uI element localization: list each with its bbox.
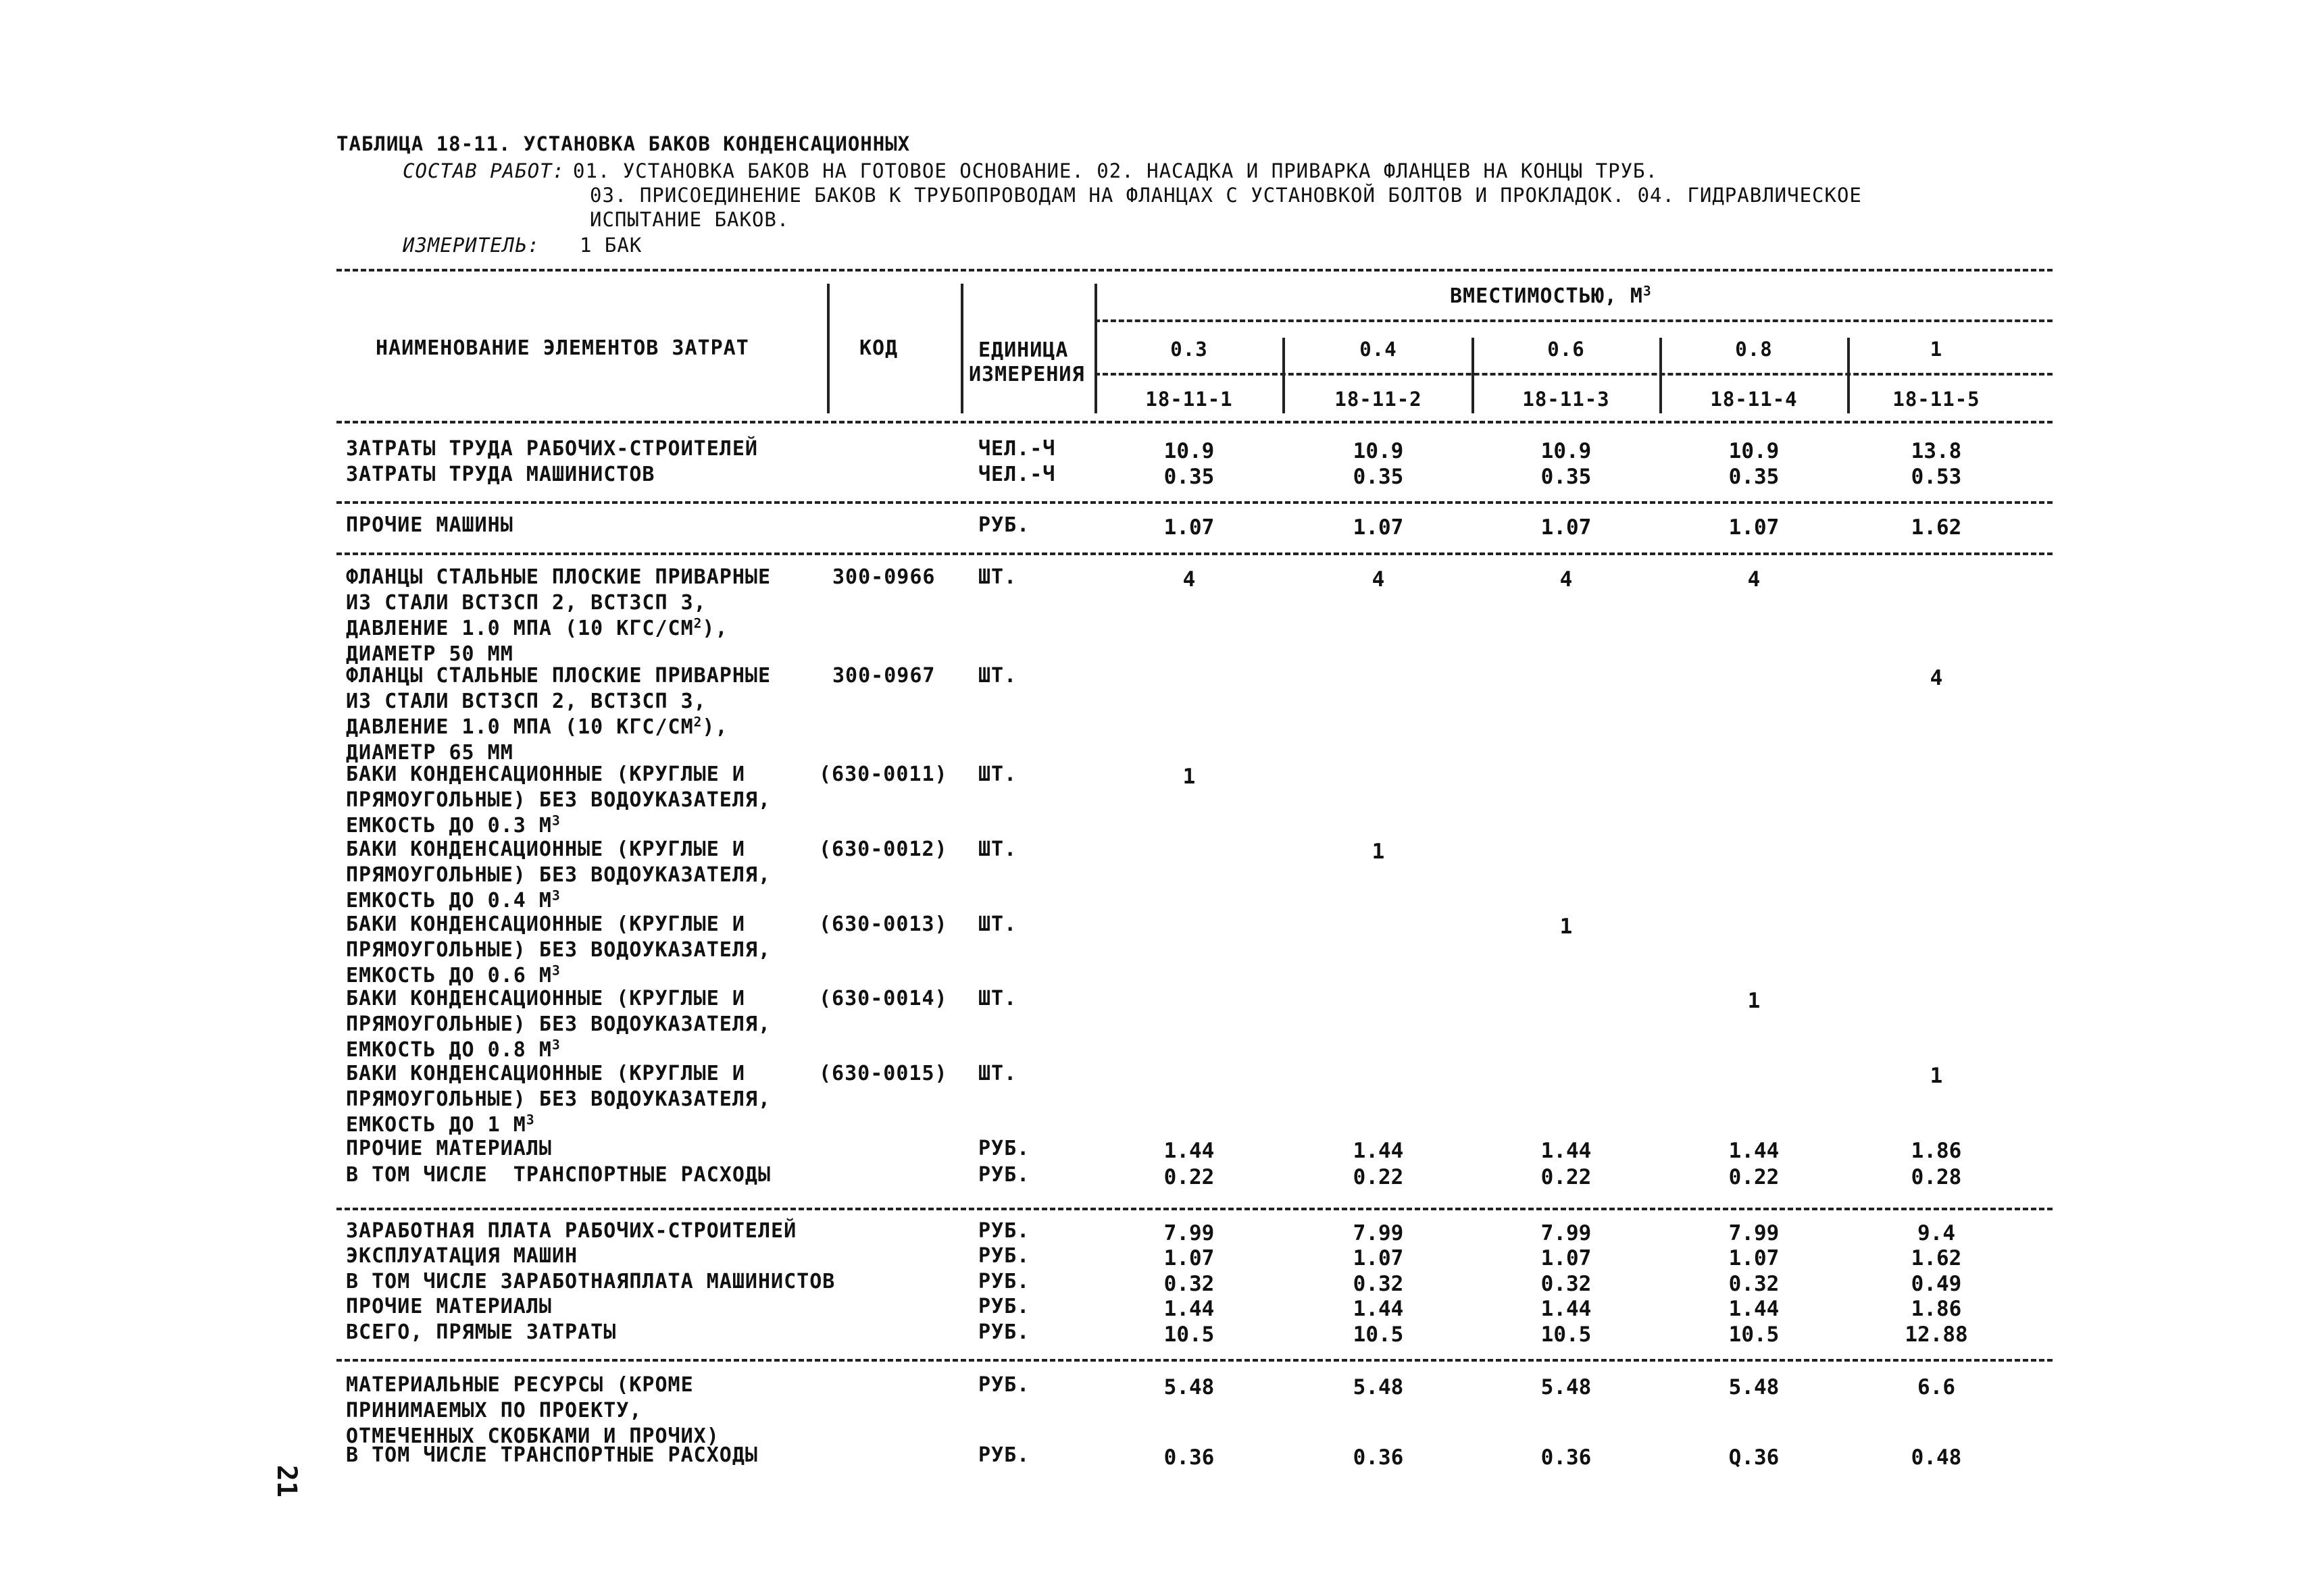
row-value: 0.53: [1911, 465, 1962, 489]
row-value: 1: [1930, 1064, 1943, 1088]
row-value: 7.99: [1163, 1221, 1215, 1245]
row-unit: РУБ.: [978, 1219, 1030, 1243]
rule-machines-bottom: [336, 552, 2053, 555]
row-value: 1: [1747, 989, 1761, 1013]
row-value: 4: [1930, 666, 1943, 690]
row-name: БАКИ КОНДЕНСАЦИОННЫЕ (КРУГЛЫЕ И ПРЯМОУГОЛЬНЫЕ) БЕЗ ВОДОУКАЗАТЕЛЯ, ЕМКОСТЬ ДО 0.8 $М^3$: [346, 987, 772, 1062]
row-value: 4: [1372, 567, 1385, 592]
col-header-capacity: ВМЕСТИМОСТЬЮ, $М^3$: [1450, 283, 1652, 308]
col-header-unit-1: ЕДИНИЦА: [978, 338, 1069, 362]
row-unit: РУБ.: [978, 1270, 1030, 1293]
col-norm-code: 18-11-4: [1710, 388, 1798, 411]
row-value: 1.44: [1353, 1297, 1404, 1321]
row-name: ПРОЧИЕ МАТЕРИАЛЫ: [346, 1295, 552, 1318]
vline-col1: [1282, 338, 1285, 413]
row-code: (630-0012): [819, 838, 948, 861]
col-header-code: КОД: [859, 336, 899, 360]
row-value: 0.36: [1540, 1445, 1592, 1470]
row-unit: ЧЕЛ.-Ч: [978, 463, 1056, 486]
row-code: (630-0015): [819, 1062, 948, 1085]
row-unit: РУБ.: [978, 1320, 1030, 1344]
page-number: 21: [271, 1464, 303, 1498]
row-value: 1: [1559, 915, 1573, 939]
col-norm-code: 18-11-1: [1145, 388, 1233, 411]
row-value: 1.44: [1728, 1139, 1780, 1163]
row-value: 4: [1182, 567, 1196, 592]
col-norm-code: 18-11-2: [1334, 388, 1422, 411]
row-value: 0.35: [1163, 465, 1215, 489]
row-value: 0.22: [1540, 1165, 1592, 1189]
row-value: 1.62: [1911, 515, 1962, 540]
row-name: ФЛАНЦЫ СТАЛЬНЫЕ ПЛОСКИЕ ПРИВАРНЫЕ ИЗ СТАЛИ ВСТ3СП 2, ВСТ3СП 3, ДАВЛЕНИЕ 1.0 МПА (10 КГС/$СМ^2$), ДИАМЕТР 65 ММ: [346, 664, 772, 765]
row-name: МАТЕРИАЛЬНЫЕ РЕСУРСЫ (КРОМЕ ПРИНИМАЕМЫХ ПО ПРОЕКТУ, ОТМЕЧЕННЫХ СКОБКАМИ И ПРОЧИХ): [346, 1373, 720, 1448]
rule-header-bottom: [336, 421, 2053, 423]
row-value: 0.32: [1728, 1272, 1780, 1296]
row-value: 0.35: [1728, 465, 1780, 489]
row-code: (630-0014): [819, 987, 948, 1010]
col-capacity-value: 0.8: [1735, 338, 1773, 361]
row-value: 10.5: [1540, 1322, 1592, 1347]
row-value: 1: [1182, 765, 1196, 789]
row-value: Q.36: [1728, 1445, 1780, 1470]
row-value: 1.44: [1728, 1297, 1780, 1321]
row-name: В ТОМ ЧИСЛЕ ТРАНСПОРТНЫЕ РАСХОДЫ: [346, 1163, 772, 1187]
composition-line-3: ИСПЫТАНИЕ БАКОВ.: [590, 208, 790, 231]
rule-materials-bottom: [336, 1208, 2053, 1210]
row-value: 0.22: [1728, 1165, 1780, 1189]
row-value: 1.86: [1911, 1297, 1962, 1321]
row-value: 7.99: [1728, 1221, 1780, 1245]
row-value: 10.9: [1353, 439, 1404, 463]
row-value: 4: [1747, 567, 1761, 592]
row-value: 0.36: [1163, 1445, 1215, 1470]
row-value: 1.07: [1540, 1246, 1592, 1270]
row-name: ЭКСПЛУАТАЦИЯ МАШИН: [346, 1244, 578, 1268]
row-value: 0.36: [1353, 1445, 1404, 1470]
row-value: 13.8: [1911, 439, 1962, 463]
row-unit: РУБ.: [978, 1163, 1030, 1187]
row-unit: ШТ.: [978, 565, 1017, 589]
row-unit: ШТ.: [978, 987, 1017, 1010]
row-value: 7.99: [1353, 1221, 1404, 1245]
col-norm-code: 18-11-3: [1522, 388, 1610, 411]
row-value: 4: [1559, 567, 1573, 592]
col-capacity-value: 0.3: [1170, 338, 1208, 361]
row-unit: РУБ.: [978, 1443, 1030, 1467]
row-value: 1.44: [1163, 1139, 1215, 1163]
rule-top: [336, 269, 2053, 272]
vline-col4: [1847, 338, 1850, 413]
row-value: 10.5: [1163, 1322, 1215, 1347]
row-unit: РУБ.: [978, 1295, 1030, 1318]
row-value: 0.22: [1353, 1165, 1404, 1189]
rule-totals-bottom: [336, 1359, 2053, 1362]
composition-line-2: 03. ПРИСОЕДИНЕНИЕ БАКОВ К ТРУБОПРОВОДАМ НА ФЛАНЦАХ С УСТАНОВКОЙ БОЛТОВ И ПРОКЛАДОК. 04. ГИДРАВЛИЧЕСКОЕ: [590, 184, 1862, 207]
row-code: 300-0967: [832, 664, 936, 688]
row-name: В ТОМ ЧИСЛЕ ЗАРАБОТНАЯПЛАТА МАШИНИСТОВ: [346, 1270, 836, 1293]
row-value: 1: [1372, 840, 1385, 864]
row-name: ПРОЧИЕ МАШИНЫ: [346, 513, 513, 537]
row-value: 1.07: [1540, 515, 1592, 540]
row-value: 5.48: [1728, 1375, 1780, 1399]
row-value: 0.32: [1353, 1272, 1404, 1296]
row-value: 12.88: [1905, 1322, 1968, 1347]
vline-col2: [1472, 338, 1474, 413]
row-value: 1.62: [1911, 1246, 1962, 1270]
row-name: БАКИ КОНДЕНСАЦИОННЫЕ (КРУГЛЫЕ И ПРЯМОУГОЛЬНЫЕ) БЕЗ ВОДОУКАЗАТЕЛЯ, ЕМКОСТЬ ДО 0.4 $М^3$: [346, 838, 772, 912]
row-unit: РУБ.: [978, 513, 1030, 537]
row-code: (630-0013): [819, 912, 948, 936]
vline-name-code: [827, 284, 830, 413]
vline-unit-values: [1095, 284, 1097, 413]
row-value: 5.48: [1163, 1375, 1215, 1399]
row-value: 6.6: [1917, 1375, 1955, 1399]
rule-under-capacity: [1095, 319, 2053, 322]
row-value: 5.48: [1540, 1375, 1592, 1399]
row-value: 1.44: [1163, 1297, 1215, 1321]
row-value: 10.9: [1163, 439, 1215, 463]
col-norm-code: 18-11-5: [1892, 388, 1980, 411]
row-value: 10.9: [1728, 439, 1780, 463]
row-name: ЗАТРАТЫ ТРУДА МАШИНИСТОВ: [346, 463, 655, 486]
row-value: 7.99: [1540, 1221, 1592, 1245]
row-name: ВСЕГО, ПРЯМЫЕ ЗАТРАТЫ: [346, 1320, 617, 1344]
row-value: 0.28: [1911, 1165, 1962, 1189]
row-value: 0.48: [1911, 1445, 1962, 1470]
row-value: 10.9: [1540, 439, 1592, 463]
meter-label: ИЗМЕРИТЕЛЬ:: [403, 234, 540, 257]
row-unit: ШТ.: [978, 664, 1017, 688]
row-value: 1.07: [1163, 515, 1215, 540]
row-value: 1.07: [1163, 1246, 1215, 1270]
row-name: ФЛАНЦЫ СТАЛЬНЫЕ ПЛОСКИЕ ПРИВАРНЫЕ ИЗ СТАЛИ ВСТ3СП 2, ВСТ3СП 3, ДАВЛЕНИЕ 1.0 МПА (10 КГС/$СМ^2$), ДИАМЕТР 50 ММ: [346, 565, 772, 666]
meter-value: 1 БАК: [580, 234, 643, 257]
row-value: 1.07: [1728, 1246, 1780, 1270]
col-header-unit-2: ИЗМЕРЕНИЯ: [969, 363, 1085, 386]
row-unit: РУБ.: [978, 1244, 1030, 1268]
row-value: 1.44: [1540, 1297, 1592, 1321]
row-code: 300-0966: [832, 565, 936, 589]
col-capacity-value: 0.4: [1359, 338, 1397, 361]
vline-code-unit: [961, 284, 963, 413]
row-value: 0.49: [1911, 1272, 1962, 1296]
row-value: 1.07: [1728, 515, 1780, 540]
row-value: 1.07: [1353, 515, 1404, 540]
row-value: 1.86: [1911, 1139, 1962, 1163]
row-value: 1.44: [1353, 1139, 1404, 1163]
row-name: В ТОМ ЧИСЛЕ ТРАНСПОРТНЫЕ РАСХОДЫ: [346, 1443, 758, 1467]
col-header-name: НАИМЕНОВАНИЕ ЭЛЕМЕНТОВ ЗАТРАТ: [376, 336, 749, 360]
row-unit: ШТ.: [978, 763, 1017, 786]
composition-label: СОСТАВ РАБОТ:: [403, 159, 565, 182]
row-value: 1.07: [1353, 1246, 1404, 1270]
row-value: 5.48: [1353, 1375, 1404, 1399]
vline-col3: [1659, 338, 1662, 413]
row-value: 9.4: [1917, 1221, 1955, 1245]
row-unit: РУБ.: [978, 1373, 1030, 1397]
row-value: 10.5: [1728, 1322, 1780, 1347]
row-name: ПРОЧИЕ МАТЕРИАЛЫ: [346, 1137, 552, 1160]
rule-labor-bottom: [336, 501, 2053, 504]
row-value: 10.5: [1353, 1322, 1404, 1347]
row-unit: ШТ.: [978, 1062, 1017, 1085]
row-value: 0.35: [1540, 465, 1592, 489]
row-name: БАКИ КОНДЕНСАЦИОННЫЕ (КРУГЛЫЕ И ПРЯМОУГОЛЬНЫЕ) БЕЗ ВОДОУКАЗАТЕЛЯ, ЕМКОСТЬ ДО 1 $М^3$: [346, 1062, 772, 1137]
composition-line-1: 01. УСТАНОВКА БАКОВ НА ГОТОВОЕ ОСНОВАНИЕ. 02. НАСАДКА И ПРИВАРКА ФЛАНЦЕВ НА КОНЦЫ ТРУБ.: [573, 159, 1658, 182]
row-name: ЗАТРАТЫ ТРУДА РАБОЧИХ-СТРОИТЕЛЕЙ: [346, 437, 758, 461]
row-name: ЗАРАБОТНАЯ ПЛАТА РАБОЧИХ-СТРОИТЕЛЕЙ: [346, 1219, 797, 1243]
row-code: (630-0011): [819, 763, 948, 786]
col-capacity-value: 0.6: [1547, 338, 1585, 361]
row-value: 0.32: [1163, 1272, 1215, 1296]
table-title: ТАБЛИЦА 18-11. УСТАНОВКА БАКОВ КОНДЕНСАЦИОННЫХ: [336, 132, 911, 155]
row-value: 0.22: [1163, 1165, 1215, 1189]
row-value: 0.32: [1540, 1272, 1592, 1296]
row-value: 0.35: [1353, 465, 1404, 489]
row-unit: ЧЕЛ.-Ч: [978, 437, 1056, 461]
row-value: 1.44: [1540, 1139, 1592, 1163]
row-name: БАКИ КОНДЕНСАЦИОННЫЕ (КРУГЛЫЕ И ПРЯМОУГОЛЬНЫЕ) БЕЗ ВОДОУКАЗАТЕЛЯ, ЕМКОСТЬ ДО 0.3 $М^3$: [346, 763, 772, 838]
rule-under-values: [1095, 373, 2053, 376]
row-unit: ШТ.: [978, 838, 1017, 861]
row-unit: РУБ.: [978, 1137, 1030, 1160]
col-capacity-value: 1: [1930, 338, 1943, 361]
row-name: БАКИ КОНДЕНСАЦИОННЫЕ (КРУГЛЫЕ И ПРЯМОУГОЛЬНЫЕ) БЕЗ ВОДОУКАЗАТЕЛЯ, ЕМКОСТЬ ДО 0.6 $М^3$: [346, 912, 772, 987]
row-unit: ШТ.: [978, 912, 1017, 936]
